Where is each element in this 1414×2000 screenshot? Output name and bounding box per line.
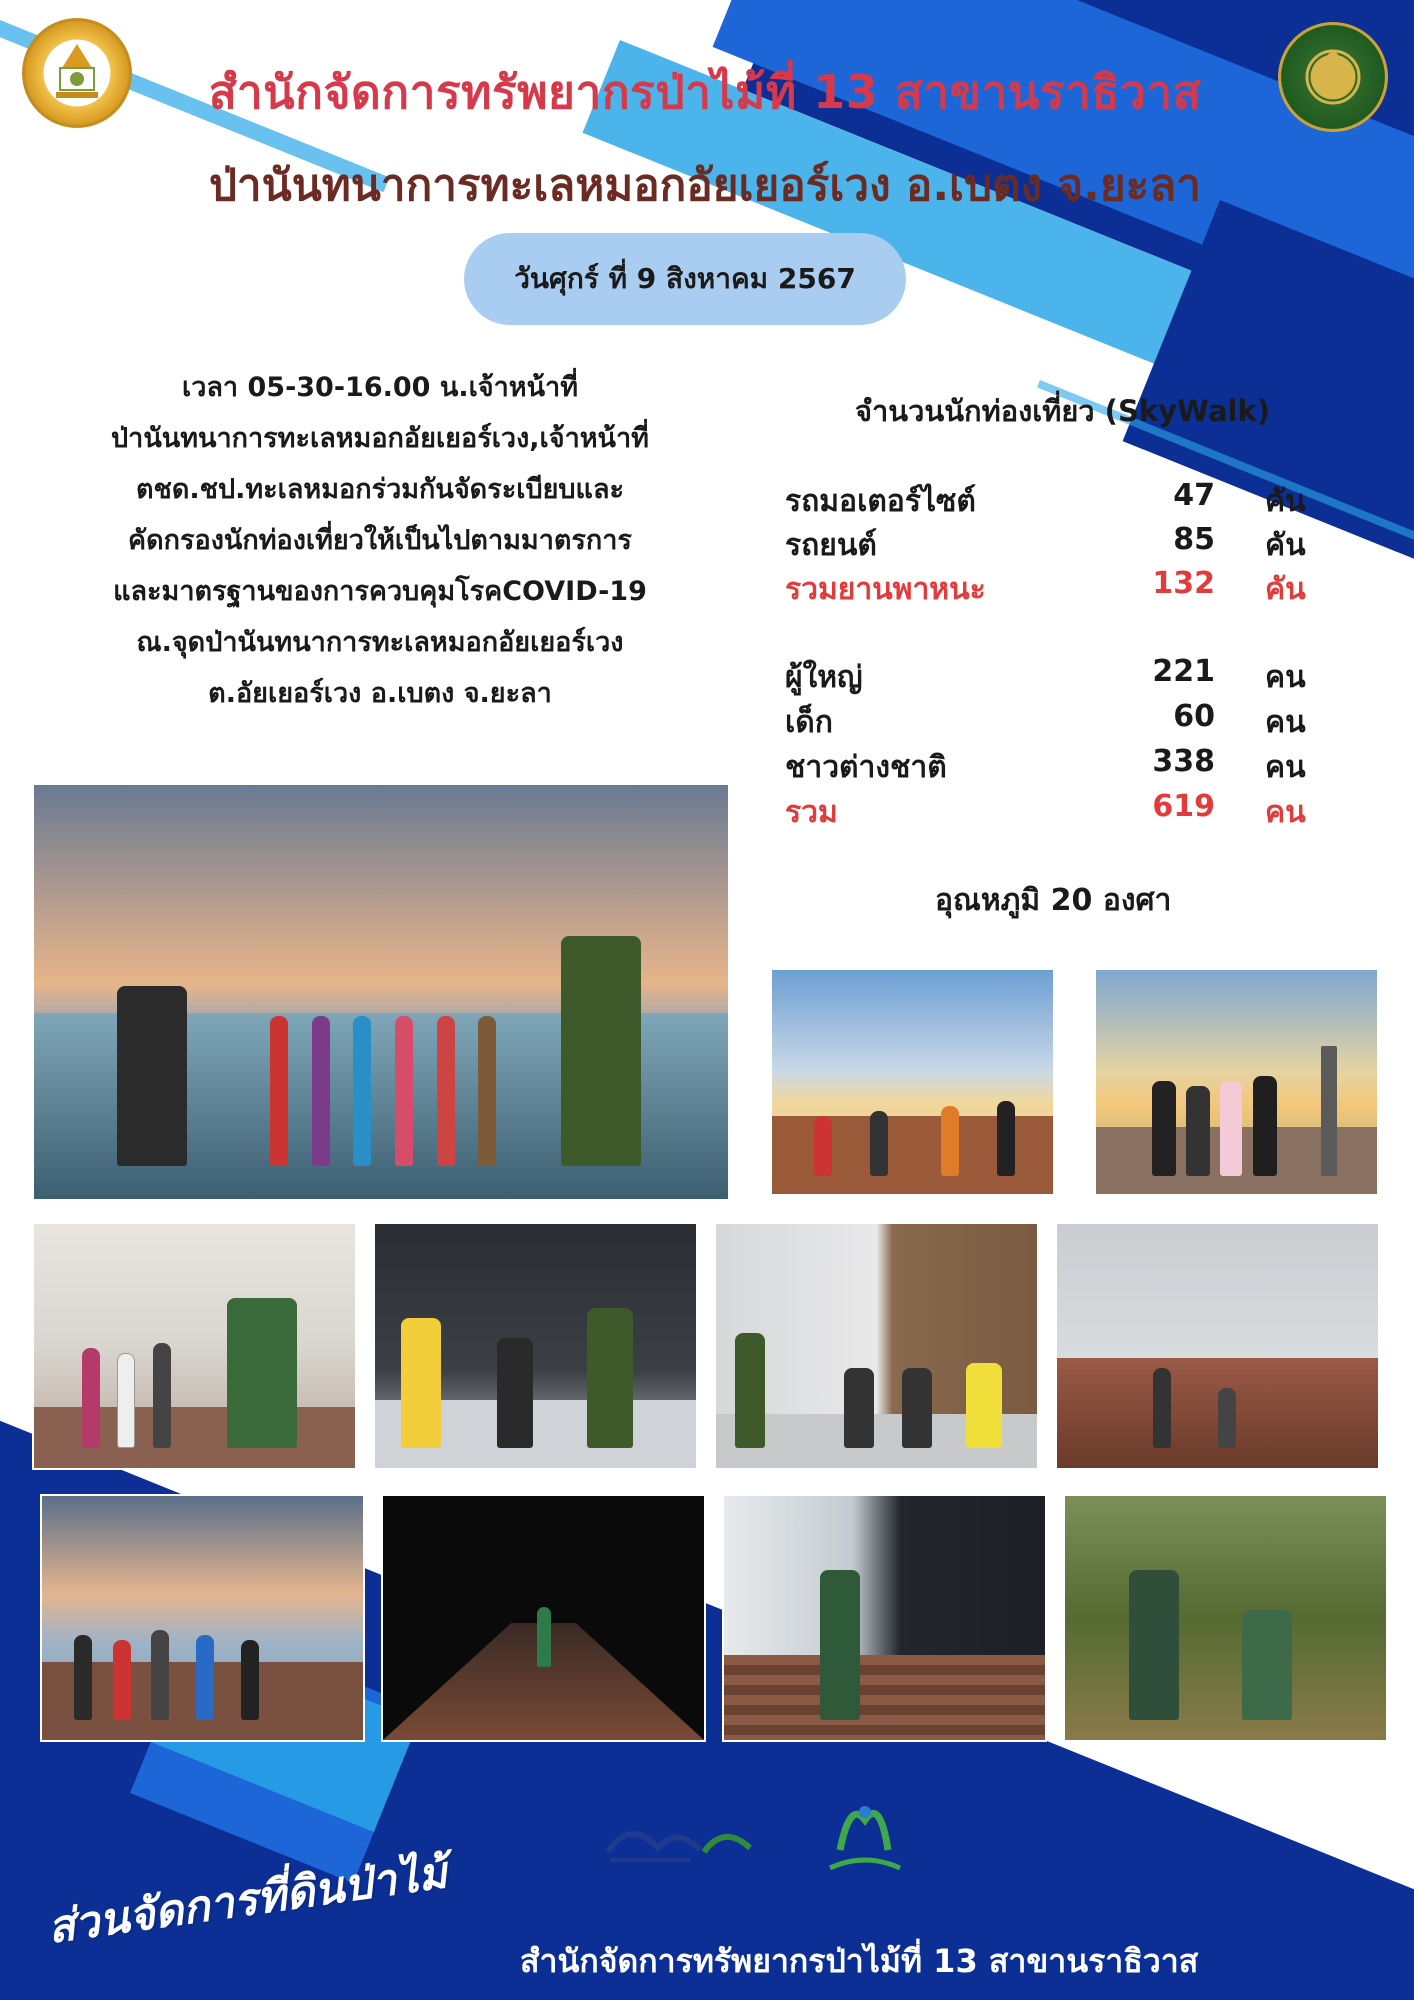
date-text: วันศุกร์ ที่ 9 สิงหาคม 2567 [514, 262, 856, 295]
footer-office-name: สำนักจัดการทรัพยากรป่าไม้ที่ 13 สาขานราธิวาส [520, 1942, 1199, 1980]
description-line: ป่านันทนาการทะเลหมอกอัยเยอร์เวง,เจ้าหน้าที่ [111, 423, 649, 454]
photo-person [1220, 1081, 1242, 1176]
photo-window-cleaning [722, 1494, 1047, 1742]
photo-person [117, 986, 187, 1166]
photo-person [478, 1016, 496, 1166]
stat-unit: คน [1265, 705, 1306, 740]
photo-person [497, 1338, 533, 1448]
photo-person [1186, 1086, 1210, 1176]
royal-forest-department-emblem-icon [1278, 22, 1388, 132]
photo-person [113, 1640, 131, 1720]
stat-value: 619 [1152, 789, 1215, 824]
activity-description [40, 362, 720, 719]
photo-person [151, 1630, 169, 1720]
description-line: และมาตรฐานของการควบคุมโรคCOVID-19 [113, 576, 647, 607]
photo-person [997, 1101, 1015, 1176]
photo-person [941, 1106, 959, 1176]
photo-waiting-area [714, 1222, 1039, 1470]
stat-value: 221 [1152, 654, 1215, 689]
description-line: เวลา 05-30-16.00 น.เจ้าหน้าที่ [182, 372, 578, 403]
footer-department-name: ส่วนจัดการที่ดินป่าไม้ [44, 1847, 451, 1954]
stat-value: 132 [1152, 566, 1215, 601]
photo-person [153, 1343, 171, 1448]
stat-row-motorcycles [785, 478, 1330, 522]
photo-forest-cleanup [1063, 1494, 1388, 1742]
photo-person [1242, 1610, 1292, 1720]
photo-viewpoint-group [770, 968, 1055, 1196]
photo-person [241, 1640, 259, 1720]
date-badge [464, 233, 906, 325]
photo-foliage [1065, 1496, 1386, 1740]
stat-value: 60 [1173, 699, 1215, 734]
photo-person [401, 1318, 441, 1448]
stat-label: เด็ก [785, 705, 833, 740]
photo-person [227, 1298, 297, 1448]
photo-person [844, 1368, 874, 1448]
photo-main-skywalk-group [32, 783, 730, 1201]
photo-taking-picture [32, 1222, 357, 1470]
photo-person [270, 1016, 288, 1166]
stat-unit: คัน [1265, 572, 1306, 607]
photo-person [117, 1353, 135, 1448]
stat-row-adults [785, 654, 1330, 698]
photo-ticket-check [373, 1222, 698, 1470]
description-line: ต.อัยเยอร์เวง อ.เบตง จ.ยะลา [208, 678, 552, 709]
description-line: ตชด.ชป.ทะเลหมอกร่วมกันจัดระเบียบและ [135, 474, 624, 505]
photo-person [74, 1635, 92, 1720]
stat-unit: คน [1265, 660, 1306, 695]
photo-person [537, 1607, 551, 1667]
stat-row-people-total [785, 789, 1330, 833]
photo-person [814, 1116, 832, 1176]
photo-sunrise-crowd [40, 1494, 365, 1742]
stat-label: รถยนต์ [785, 528, 877, 563]
photo-officials-posing [1094, 968, 1379, 1196]
footer-logos [600, 1790, 940, 1890]
visitor-stats-title: จำนวนนักท่องเที่ยว (SkyWalk) [855, 394, 1271, 428]
photo-person [561, 936, 641, 1166]
photo-night-cleaning [381, 1494, 706, 1742]
photo-person [196, 1635, 214, 1720]
photo-person [820, 1570, 860, 1720]
photo-person [902, 1368, 932, 1448]
office-emblem-graphic [42, 38, 112, 108]
temperature-text: อุณหภูมิ 20 องศา [935, 883, 1172, 918]
description-line: ณ.จุดป่านันทนาการทะเลหมอกอัยเยอร์เวง [136, 627, 624, 658]
photo-person [353, 1016, 371, 1166]
description-line: คัดกรองนักท่องเที่ยวให้เป็นไปตามมาตรการ [128, 525, 632, 556]
photo-person [735, 1333, 765, 1448]
photo-person [1253, 1076, 1277, 1176]
stat-value: 47 [1173, 478, 1215, 513]
photo-person [870, 1111, 888, 1176]
save-forest-logo-icon [600, 1808, 770, 1874]
photo-person [1129, 1570, 1179, 1720]
photo-person [82, 1348, 100, 1448]
stat-label: รวม [785, 795, 838, 830]
stat-row-foreigners [785, 744, 1330, 788]
photo-person [587, 1308, 633, 1448]
stat-label: ผู้ใหญ่ [785, 660, 863, 695]
recreation-forest-logo-icon [810, 1790, 920, 1890]
photo-person [966, 1363, 1002, 1448]
page-subtitle: ป่านันทนาการทะเลหมอกอัยเยอร์เวง อ.เบตง จ.ยะลา [209, 160, 1201, 211]
page-title: สำนักจัดการทรัพยากรป่าไม้ที่ 13 สาขานราธิวาส [208, 65, 1202, 119]
stat-unit: คน [1265, 795, 1306, 830]
photo-person [1152, 1081, 1176, 1176]
stat-unit: คัน [1265, 528, 1306, 563]
stat-value: 338 [1152, 744, 1215, 779]
stat-unit: คน [1265, 750, 1306, 785]
rfd-emblem-graphic [1298, 42, 1368, 112]
photo-person [1218, 1388, 1236, 1448]
stat-value: 85 [1173, 522, 1215, 557]
stat-row-vehicles-total [785, 566, 1330, 610]
office-emblem-icon [22, 18, 132, 128]
stat-row-children [785, 699, 1330, 743]
photo-person [1153, 1368, 1171, 1448]
photo-person [312, 1016, 330, 1166]
photo-skywalk-bridge [1055, 1222, 1380, 1470]
photo-stairs [724, 1655, 1045, 1740]
stat-label: ชาวต่างชาติ [785, 750, 947, 785]
photo-person [395, 1016, 413, 1166]
photo-person [437, 1016, 455, 1166]
stat-label: รถมอเตอร์ไซต์ [785, 484, 976, 519]
stat-unit: คัน [1265, 484, 1306, 519]
stat-row-cars [785, 522, 1330, 566]
stat-label: รวมยานพาหนะ [785, 572, 986, 607]
photo-tower [1321, 1046, 1337, 1176]
